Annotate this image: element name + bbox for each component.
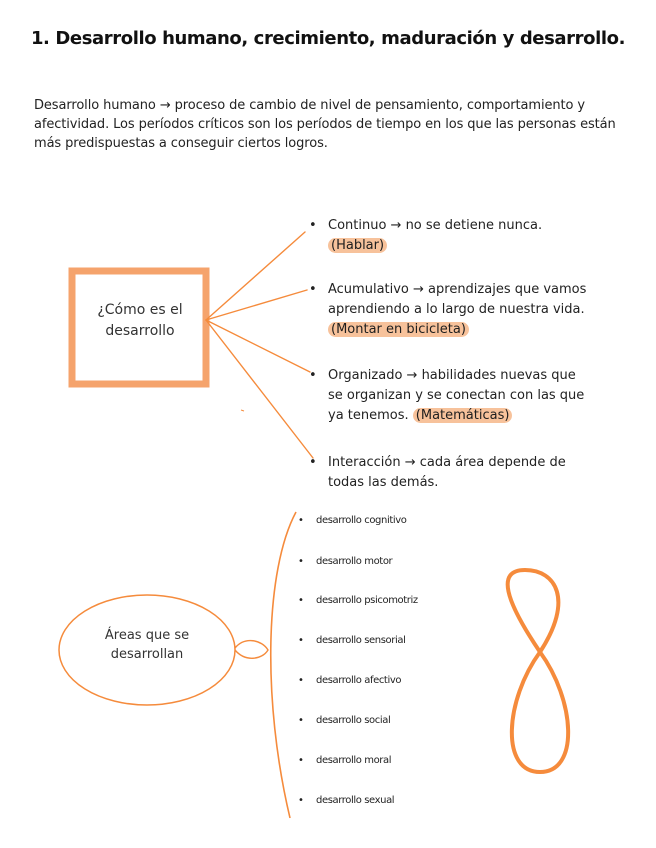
bullet-organizado xyxy=(309,366,590,426)
area-text: desarrollo sensorial xyxy=(316,635,406,646)
area-dot: • xyxy=(298,715,304,726)
bullet-interaccion xyxy=(309,453,603,493)
areas-bracket xyxy=(271,512,296,818)
bullet-example: (Hablar) xyxy=(328,238,387,253)
stray-mark xyxy=(241,410,244,411)
connector-line-4 xyxy=(206,320,313,458)
page-title: 1. Desarrollo humano, crecimiento, maduración y desarrollo. xyxy=(30,28,626,49)
areas-label: Áreas que se desarrollan xyxy=(104,628,190,662)
area-dot: • xyxy=(298,795,304,806)
bullet-text: Acumulativo → aprendizajes que vamos aprendiendo a lo largo de nuestra vida. xyxy=(328,282,587,317)
bullet-dot: • xyxy=(309,218,317,233)
area-text: desarrollo social xyxy=(316,715,391,726)
bullet-text: Continuo → no se detiene nunca. xyxy=(328,218,543,233)
area-dot: • xyxy=(298,515,304,526)
area-dot: • xyxy=(298,556,304,567)
area-text: desarrollo sexual xyxy=(316,795,395,806)
area-text: desarrollo cognitivo xyxy=(316,515,407,526)
area-item xyxy=(298,714,390,728)
bullet-dot: • xyxy=(309,455,317,470)
area-text: desarrollo psicomotriz xyxy=(316,595,418,606)
connector-line-3 xyxy=(206,320,310,372)
area-text: desarrollo afectivo xyxy=(316,675,402,686)
area-dot: • xyxy=(298,595,304,606)
bullet-text: Interacción → cada área depende de todas las demás. xyxy=(328,455,566,490)
area-dot: • xyxy=(298,635,304,646)
area-text: desarrollo motor xyxy=(316,556,393,567)
area-item xyxy=(298,514,406,528)
connector-line-2 xyxy=(206,290,307,320)
how-label: ¿Cómo es el desarrollo xyxy=(97,302,183,339)
intro-paragraph: Desarrollo humano → proceso de cambio de nivel de pensamiento, comportamiento y afectividad. Los períodos críticos son los períodos de tiempo en los que las personas están más predispuestas a conseguir ciertos logros. xyxy=(34,98,616,151)
connector-line-1 xyxy=(206,232,305,320)
infinity-figure-eight xyxy=(508,570,568,772)
area-item xyxy=(298,794,394,808)
bullet-acumulativo xyxy=(309,280,590,340)
bracket-knot xyxy=(235,641,268,659)
area-item xyxy=(298,674,401,688)
bullet-example: (Montar en bicicleta) xyxy=(328,322,469,337)
area-text: desarrollo moral xyxy=(316,755,392,766)
bullet-text: Organizado → habilidades nuevas que se organizan y se conectan con las que ya tenemos. xyxy=(328,368,585,423)
area-dot: • xyxy=(298,675,304,686)
bullet-dot: • xyxy=(309,282,317,297)
bullet-example: (Matemáticas) xyxy=(413,408,513,423)
area-item xyxy=(298,634,405,648)
area-item xyxy=(298,754,391,768)
bullet-continuo xyxy=(309,216,588,256)
area-item xyxy=(298,555,392,569)
area-item xyxy=(298,594,418,608)
bullet-dot: • xyxy=(309,368,317,383)
area-dot: • xyxy=(298,755,304,766)
connector-lines xyxy=(206,232,313,458)
